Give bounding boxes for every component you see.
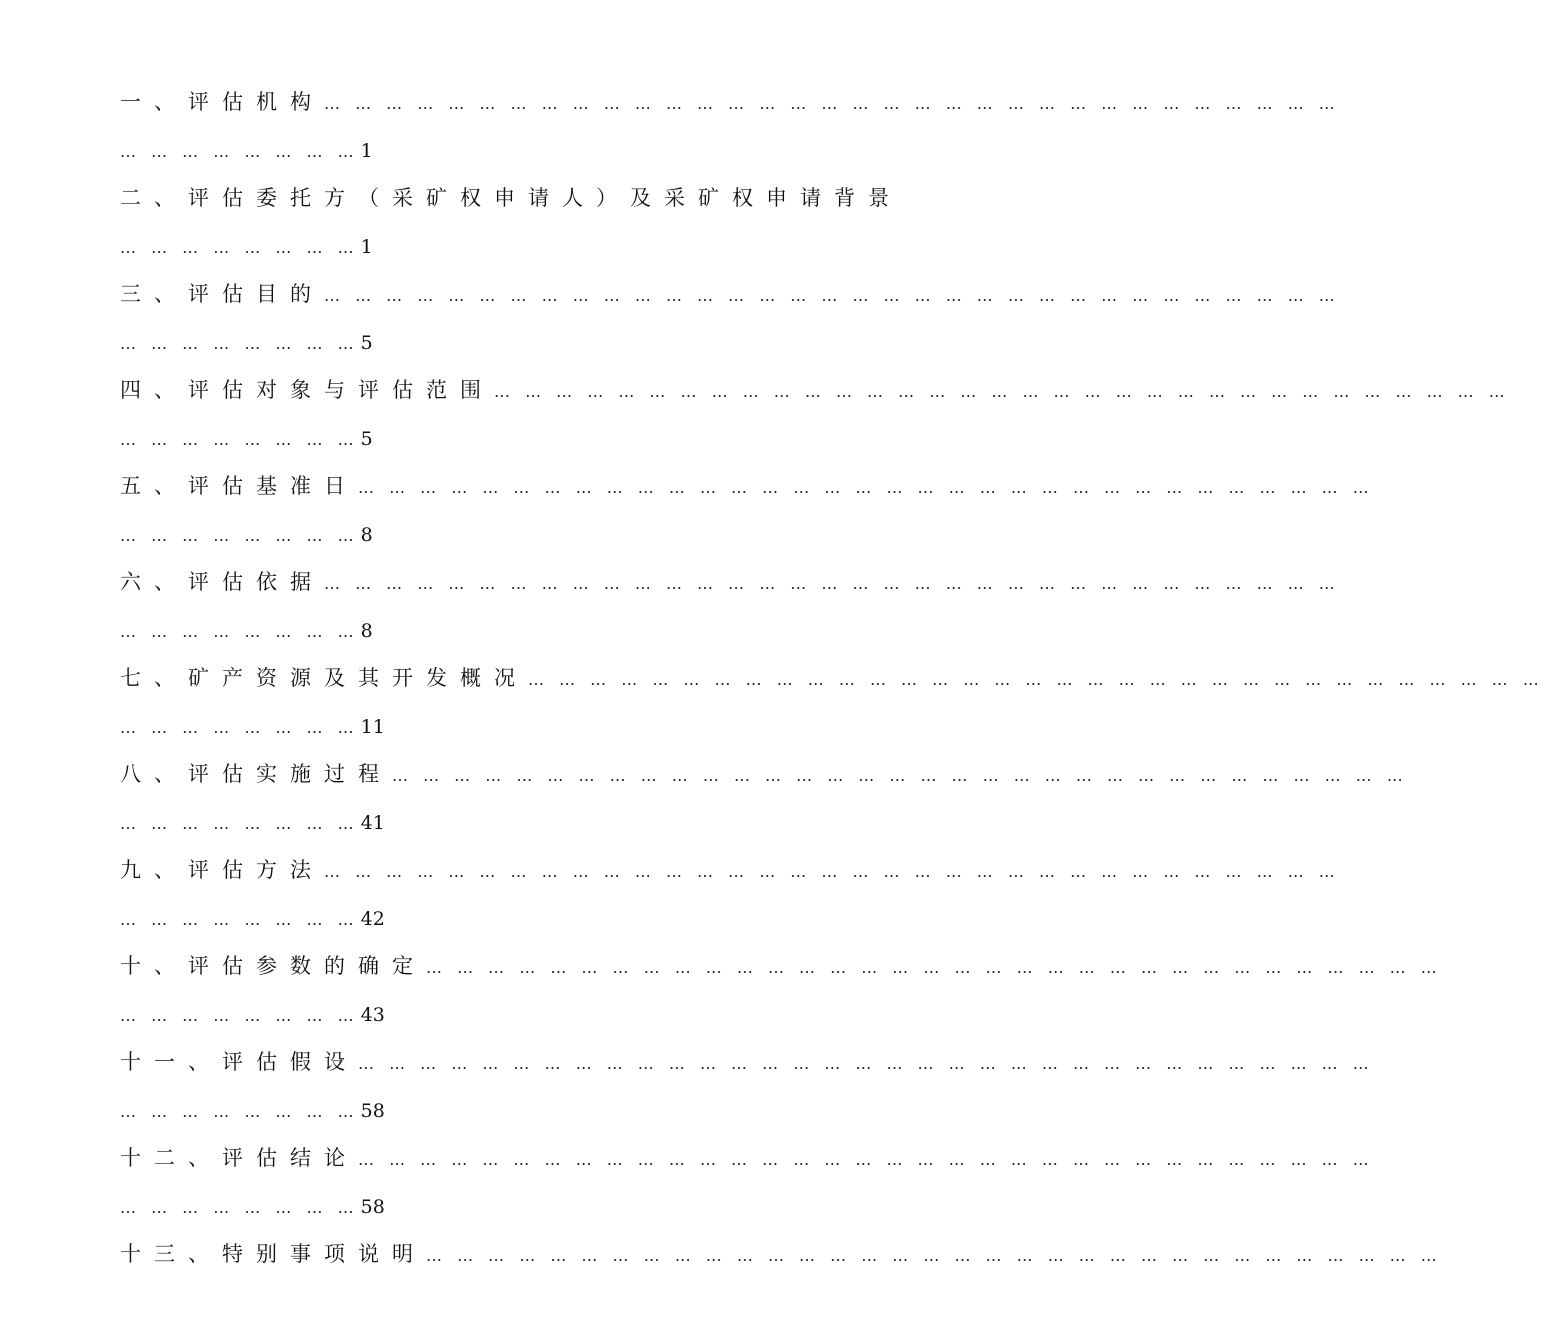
toc-entry-title-line[interactable] [120, 462, 1374, 510]
toc-entry-title: 十二、评估结论 [120, 1146, 358, 1170]
toc-page-number: 1 [360, 140, 373, 162]
toc-entry-title: 六、评估依据 [120, 570, 324, 594]
toc-entry-title-line[interactable] [120, 846, 1340, 894]
dot-leader: … … … … … … … … [120, 718, 359, 737]
toc-page-number: 8 [360, 620, 373, 642]
toc-entry-title: 五、评估基准日 [120, 474, 358, 498]
toc-entry-page-line[interactable] [120, 414, 842, 462]
toc-entry-page-line[interactable] [120, 1182, 842, 1230]
dot-leader: … … … … … … … … [120, 1102, 359, 1121]
toc-entry-page-line[interactable] [120, 510, 842, 558]
toc-entry-title: 二、评估委托方（采矿权申请人）及采矿权申请背景 [120, 186, 902, 210]
toc-entry-title-line[interactable] [120, 750, 1408, 798]
dot-leader: … … … … … … … … [120, 814, 359, 833]
dot-leader: … … … … … … … … … … … … … … … … … … … … … … … … … … … … … … … … … [358, 1054, 1374, 1073]
dot-leader: … … … … … … … … … … … … … … … … … … … … … … … … … … … … … … … … … [494, 382, 1510, 401]
toc-entry-title-line[interactable] [120, 1038, 1374, 1086]
toc-entry-title-line[interactable] [120, 1134, 1374, 1182]
toc-page-number: 42 [360, 908, 385, 930]
toc-entry-title: 七、矿产资源及其开发概况 [120, 666, 528, 690]
dot-leader: … … … … … … … … [120, 238, 359, 257]
dot-leader: … … … … … … … … … … … … … … … … … … … … … … … … … … … … … … … … … [324, 574, 1340, 593]
toc-page-number: 58 [360, 1100, 385, 1122]
toc-entry-title-line[interactable] [120, 654, 1544, 702]
dot-leader: … … … … … … … … [120, 910, 359, 929]
toc-entry-title: 三、评估目的 [120, 282, 324, 306]
toc-page-number: 11 [360, 716, 385, 738]
table-of-contents [120, 78, 1544, 1278]
toc-page-number: 5 [360, 332, 373, 354]
toc-entry-title-line[interactable] [120, 270, 1340, 318]
toc-entry-page-line[interactable] [120, 126, 842, 174]
dot-leader: … … … … … … … … … … … … … … … … … … … … … … … … … … … … … … … … … [324, 862, 1340, 881]
dot-leader: … … … … … … … … … … … … … … … … … … … … … … … … … … … … … … … … … [358, 478, 1374, 497]
toc-entry-page-line[interactable] [120, 1086, 842, 1134]
dot-leader: … … … … … … … … … … … … … … … … … … … … … … … … … … … … … … … … … [426, 1246, 1442, 1265]
toc-page-number: 5 [360, 428, 373, 450]
dot-leader: … … … … … … … … [120, 142, 359, 161]
toc-entry-title-line[interactable] [120, 174, 902, 222]
toc-entry-page-line[interactable] [120, 318, 842, 366]
dot-leader: … … … … … … … … … … … … … … … … … … … … … … … … … … … … … … … … … [392, 766, 1408, 785]
dot-leader: … … … … … … … … … … … … … … … … … … … … … … … … … … … … … … … … … [528, 670, 1544, 689]
toc-entry-title-line[interactable] [120, 942, 1442, 990]
toc-entry-page-line[interactable] [120, 990, 842, 1038]
toc-entry-page-line[interactable] [120, 798, 842, 846]
toc-entry-title: 十、评估参数的确定 [120, 954, 426, 978]
dot-leader: … … … … … … … … [120, 430, 359, 449]
dot-leader: … … … … … … … … … … … … … … … … … … … … … … … … … … … … … … … … … [426, 958, 1442, 977]
toc-page-number: 41 [360, 812, 385, 834]
dot-leader: … … … … … … … … [120, 1006, 359, 1025]
toc-entry-title: 四、评估对象与评估范围 [120, 378, 494, 402]
toc-entry-title: 一、评估机构 [120, 90, 324, 114]
toc-entry-title-line[interactable] [120, 558, 1340, 606]
dot-leader: … … … … … … … … [120, 622, 359, 641]
toc-entry-title: 八、评估实施过程 [120, 762, 392, 786]
toc-page-number: 43 [360, 1004, 385, 1026]
dot-leader: … … … … … … … … … … … … … … … … … … … … … … … … … … … … … … … … … [324, 286, 1340, 305]
toc-entry-title-line[interactable] [120, 1230, 1442, 1278]
toc-page-number: 58 [360, 1196, 385, 1218]
dot-leader: … … … … … … … … [120, 334, 359, 353]
dot-leader: … … … … … … … … … … … … … … … … … … … … … … … … … … … … … … … … … [358, 1150, 1374, 1169]
dot-leader: … … … … … … … … [120, 526, 359, 545]
toc-entry-page-line[interactable] [120, 222, 842, 270]
toc-page-number: 1 [360, 236, 373, 258]
toc-entry-title-line[interactable] [120, 78, 1340, 126]
dot-leader: … … … … … … … … … … … … … … … … … … … … … … … … … … … … … … … … … [324, 94, 1340, 113]
toc-entry-page-line[interactable] [120, 606, 842, 654]
toc-entry-title: 十一、评估假设 [120, 1050, 358, 1074]
toc-entry-title: 十三、特别事项说明 [120, 1242, 426, 1266]
toc-page-number: 8 [360, 524, 373, 546]
toc-entry-title: 九、评估方法 [120, 858, 324, 882]
dot-leader: … … … … … … … … [120, 1198, 359, 1217]
toc-entry-page-line[interactable] [120, 894, 842, 942]
toc-entry-page-line[interactable] [120, 702, 842, 750]
toc-entry-title-line[interactable] [120, 366, 1510, 414]
